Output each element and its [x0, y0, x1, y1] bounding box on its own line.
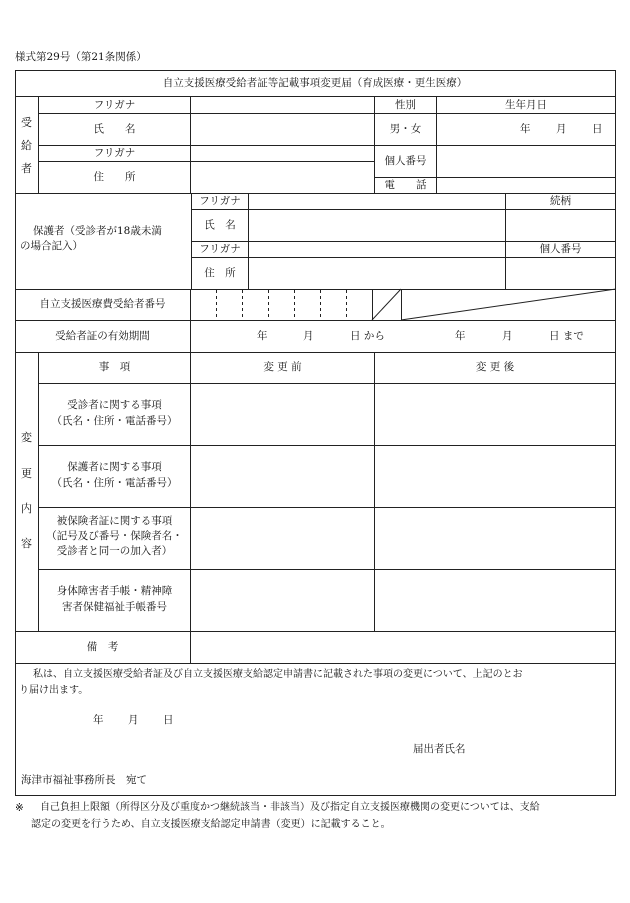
change-row-4-line2: 害者保健福祉手帳番号 [62, 601, 167, 613]
recipient-furigana2-label: フリガナ [93, 147, 136, 159]
guardian-furigana2-label: フリガナ [199, 243, 241, 255]
birth-date-label: 生年月日 [505, 99, 547, 111]
declaration-line1: 私は、自立支援医療受給者証及び自立支援医療支給認定申請書に記載された事項の変更について、上記のとお [33, 669, 523, 680]
change-row-3-line2: （記号及び番号・保険者名・ [46, 530, 183, 542]
col-before-header: 変 更 前 [263, 361, 302, 373]
sex-value[interactable]: 男・女 [389, 123, 422, 135]
declaration-day-label: 日 [163, 714, 174, 726]
change-row-2-line2: （氏名・住所・電話番号） [51, 477, 178, 489]
change-row-3-line3: 受診者と同一の加入者） [56, 545, 173, 557]
remarks-label: 備 考 [86, 641, 119, 653]
addressee: 海津市福祉事務所長 宛て [21, 774, 147, 786]
guardian-relation-label: 続柄 [550, 195, 571, 207]
declaration-month-label: 月 [128, 714, 139, 726]
validity-label: 受給者証の有効期間 [55, 330, 150, 342]
validity-year-to: 年 [455, 330, 466, 342]
changes-side-label-2: 更 [21, 467, 32, 480]
page-title: 自立支援医療受給者証等記載事項変更届（育成医療・更生医療） [162, 77, 468, 89]
phone-label: 電 話 [384, 179, 427, 191]
change-row-3-line1: 被保険者証に関する事項 [56, 515, 173, 527]
col-item-header: 事 項 [98, 361, 131, 373]
changes-side-label-1: 変 [21, 431, 32, 444]
validity-year-from: 年 [257, 330, 268, 342]
col-after-header: 変 更 後 [475, 361, 515, 373]
guardian-label-line2: の場合記入） [20, 240, 83, 252]
guardian-id-label: 個人番号 [539, 243, 582, 255]
submitter-name-label: 届出者氏名 [413, 743, 466, 755]
recipient-name-label: 氏 名 [93, 123, 136, 135]
changes-side-label-3: 内 [21, 502, 32, 515]
certificate-number-label: 自立支援医療費受給者番号 [39, 298, 166, 310]
declaration-year-label: 年 [93, 714, 104, 726]
birth-day-label: 日 [592, 123, 603, 135]
guardian-address-label: 住 所 [204, 267, 236, 279]
guardian-name-label: 氏 名 [204, 219, 236, 231]
note-mark: ※ [15, 802, 24, 814]
note-line2: 認定の変更を行うため、自立支援医療支給認定申請書（変更）に記載すること。 [31, 819, 391, 830]
validity-month-to: 月 [502, 330, 513, 342]
changes-side-label-4: 容 [21, 537, 32, 550]
recipient-side-label-2: 給 [21, 139, 32, 152]
birth-month-label: 月 [556, 123, 567, 135]
note-line1: 自己負担上限額（所得区分及び重度かつ継続該当・非該当）及び指定自立支援医療機関の変更については、支給 [40, 802, 540, 813]
birth-year-label: 年 [520, 123, 531, 135]
recipient-address-label: 住 所 [93, 171, 136, 183]
form-number: 様式第29号（第21条関係） [15, 51, 147, 63]
guardian-label-line1: 保護者（受診者が18歳未満 [33, 225, 162, 237]
validity-day-from: 日 から [350, 330, 385, 342]
recipient-id-label: 個人番号 [384, 155, 427, 167]
change-row-4-line1: 身体障害者手帳・精神障 [56, 585, 173, 597]
recipient-side-label-3: 者 [21, 162, 32, 175]
change-row-1-line1: 受診者に関する事項 [67, 399, 162, 411]
change-row-2-line1: 保護者に関する事項 [67, 461, 162, 473]
validity-day-to: 日 まで [549, 330, 584, 342]
change-row-1-line2: （氏名・住所・電話番号） [51, 415, 178, 427]
recipient-furigana-label: フリガナ [93, 99, 136, 111]
validity-month-from: 月 [303, 330, 314, 342]
recipient-side-label-1: 受 [21, 116, 32, 129]
sex-label: 性別 [395, 99, 416, 111]
declaration-line2: り届け出ます。 [19, 685, 89, 696]
guardian-furigana-label: フリガナ [199, 195, 241, 207]
